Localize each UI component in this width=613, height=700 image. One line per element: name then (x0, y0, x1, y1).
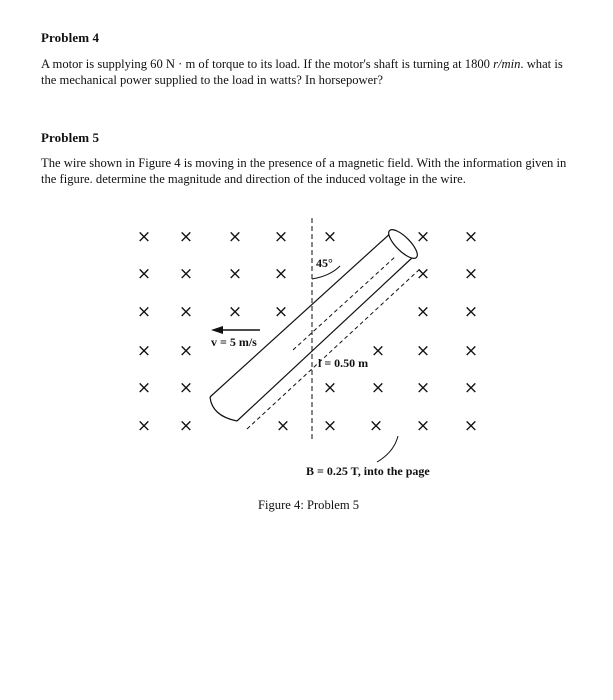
field-marker-icon: × (415, 227, 431, 247)
field-marker-icon: × (273, 302, 289, 322)
field-label-leader (377, 436, 398, 462)
field-marker-icon: × (136, 378, 152, 398)
problem-4-heading: Problem 4 (41, 30, 100, 45)
field-marker-icon: × (178, 264, 194, 284)
field-marker-icon: × (136, 264, 152, 284)
problem-4-text-start: A motor is supplying 60 N · m of torque to its load. If the motor's shaft is turning at 1800 (41, 57, 494, 71)
problem-5-text: The wire shown in Figure 4 is moving in the presence of a magnetic field. With the information given in the figure. determine the magnitude and direction of the induced voltage in the wire. (41, 156, 567, 186)
field-marker-icon: × (463, 416, 479, 436)
field-marker-icon: × (415, 378, 431, 398)
field-marker-icon: × (273, 227, 289, 247)
field-marker-icon: × (178, 341, 194, 361)
field-marker-icon: × (322, 416, 338, 436)
magnetic-field-markers (137, 227, 478, 436)
length-label: l = 0.50 m (318, 356, 369, 370)
field-marker-icon: × (136, 416, 152, 436)
wire-end-bottom (210, 397, 237, 421)
problem-4-text-end: . what is the mechanical power supplied to the load in watts? In horsepower? (41, 57, 563, 87)
field-marker-icon: × (463, 341, 479, 361)
problem-5-heading: Problem 5 (41, 130, 100, 145)
length-dimension-line (247, 268, 421, 429)
field-marker-icon: × (178, 302, 194, 322)
problem-4-unit: r/min (493, 57, 521, 71)
field-marker-icon: × (136, 341, 152, 361)
field-marker-icon: × (136, 227, 152, 247)
velocity-arrow-head (211, 326, 223, 334)
field-marker-icon: × (463, 264, 479, 284)
field-marker-icon: × (463, 227, 479, 247)
field-marker-icon: × (322, 378, 338, 398)
field-marker-icon: × (415, 341, 431, 361)
field-marker-icon: × (178, 227, 194, 247)
field-marker-icon: × (368, 416, 384, 436)
field-marker-icon: × (415, 416, 431, 436)
field-marker-icon: × (275, 416, 291, 436)
angle-label: 45° (316, 256, 333, 270)
field-marker-icon: × (370, 341, 386, 361)
field-marker-icon: × (227, 302, 243, 322)
field-label: B = 0.25 T, into the page (306, 464, 430, 478)
field-marker-icon: × (463, 378, 479, 398)
field-marker-icon: × (370, 378, 386, 398)
field-marker-icon: × (273, 264, 289, 284)
field-marker-icon: × (463, 302, 479, 322)
figure-caption: Figure 4: Problem 5 (258, 498, 360, 512)
field-marker-icon: × (178, 416, 194, 436)
field-marker-icon: × (415, 302, 431, 322)
field-marker-icon: × (415, 264, 431, 284)
angle-reference-line (293, 256, 396, 350)
field-marker-icon: × (136, 302, 152, 322)
field-marker-icon: × (178, 378, 194, 398)
field-marker-icon: × (322, 227, 338, 247)
velocity-label: v = 5 m/s (211, 335, 257, 349)
field-marker-icon: × (227, 264, 243, 284)
field-marker-icon: × (227, 227, 243, 247)
